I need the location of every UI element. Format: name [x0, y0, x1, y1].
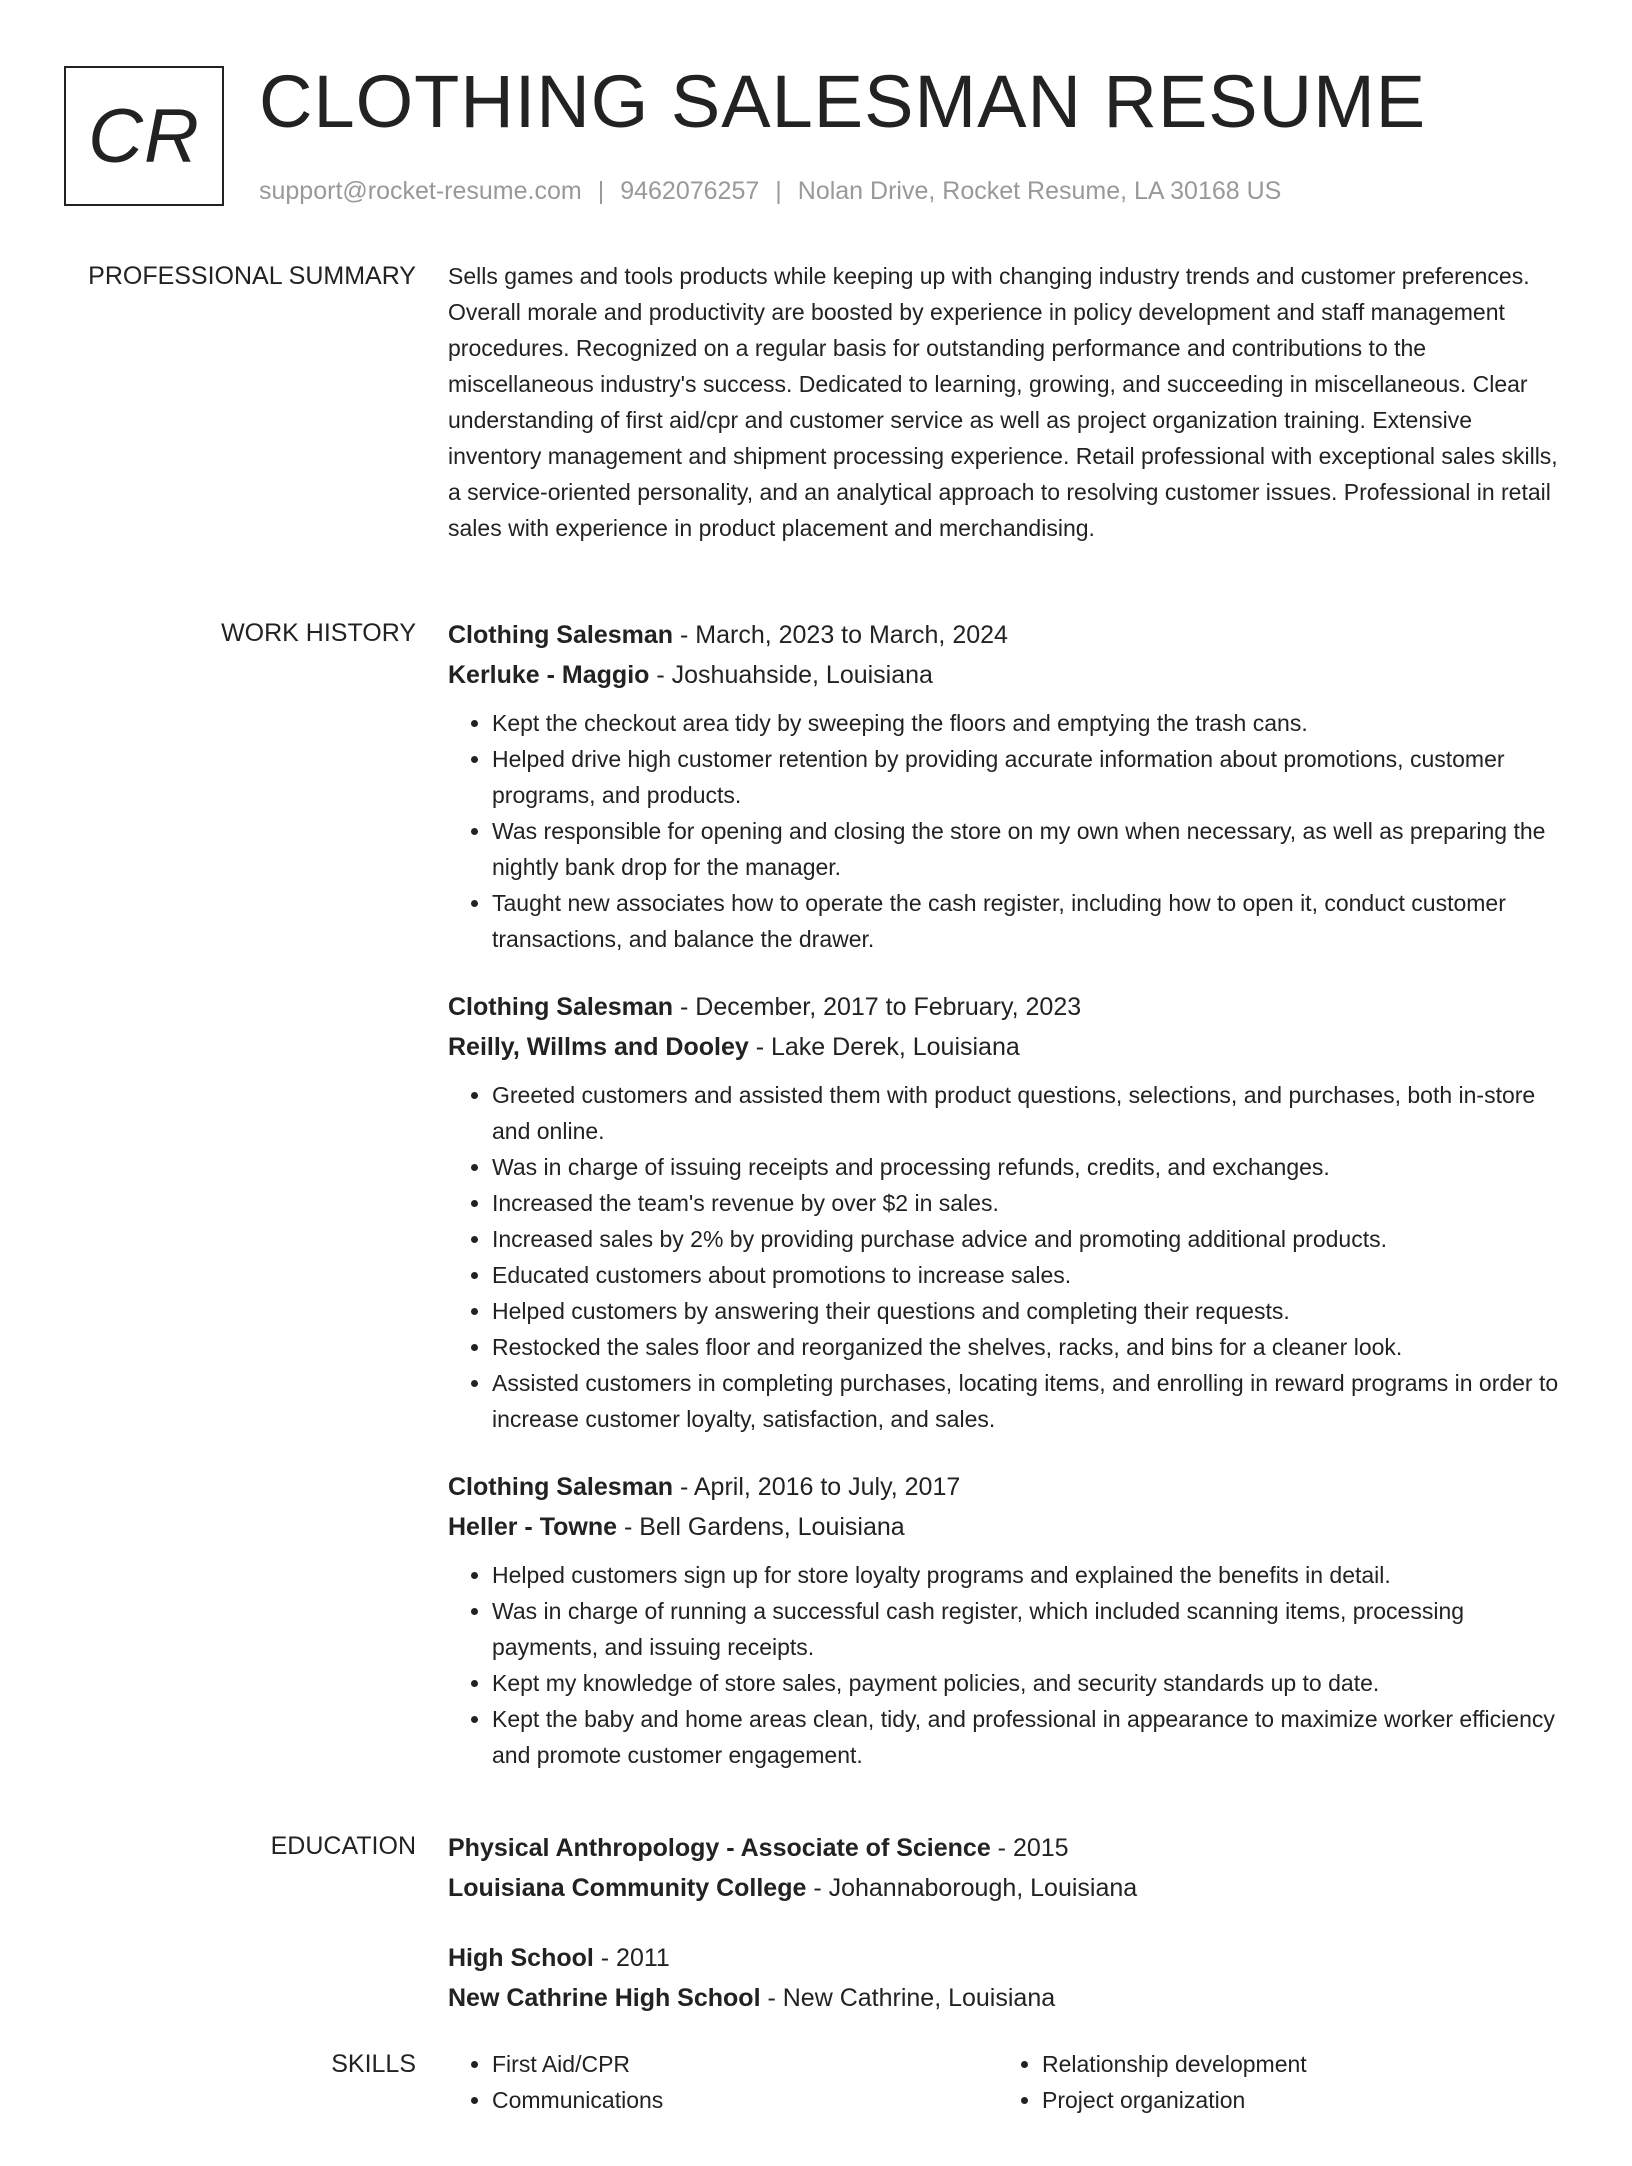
- job-bullet: • Increased sales by 2% by providing purchase advice and promoting additional products.: [492, 1221, 1570, 1257]
- job-title: Clothing Salesman: [448, 993, 674, 1021]
- education-location: - Johannaborough, Louisiana: [806, 1874, 1138, 1902]
- contact-separator: |: [775, 177, 782, 205]
- job-bullet: • Assisted customers in completing purchases, locating items, and enrolling in reward programs in order to increase customer loyalty, satisfaction, and sales.: [492, 1365, 1570, 1437]
- skill-item: • Communications: [492, 2082, 663, 2118]
- job-title-line: [448, 615, 1570, 655]
- job-location: - Lake Derek, Louisiana: [748, 1033, 1020, 1061]
- education-degree: Physical Anthropology - Associate of Science: [448, 1834, 991, 1862]
- contact-email[interactable]: support@rocket-resume.com: [259, 177, 582, 205]
- education-entry: [448, 1828, 1570, 1908]
- skill-item: • Project organization: [1042, 2082, 1307, 2118]
- job-company: Heller - Towne: [448, 1513, 618, 1541]
- job-bullets: [448, 1557, 1570, 1773]
- job-bullet: • Helped drive high customer retention by providing accurate information about promotions, customer programs, and products.: [492, 741, 1570, 813]
- section-label-summary: PROFESSIONAL SUMMARY: [88, 262, 416, 290]
- section-label-skills: SKILLS: [331, 2050, 416, 2078]
- skills-list-right: [998, 2046, 1307, 2118]
- job-bullet: • Kept my knowledge of store sales, payment policies, and security standards up to date.: [492, 1665, 1570, 1701]
- job-location: - Bell Gardens, Louisiana: [617, 1513, 905, 1541]
- job-title: Clothing Salesman: [448, 1473, 674, 1501]
- job-title-line: [448, 987, 1570, 1027]
- education-degree-line: [448, 1828, 1570, 1868]
- job-bullet: • Was in charge of issuing receipts and processing refunds, credits, and exchanges.: [492, 1149, 1570, 1185]
- education-degree: High School: [448, 1944, 594, 1972]
- job-bullet: • Was responsible for opening and closing the store on my own when necessary, as well as preparing the nightly bank drop for the manager.: [492, 813, 1570, 885]
- job-company: Reilly, Willms and Dooley: [448, 1033, 749, 1061]
- education-school: Louisiana Community College: [448, 1874, 807, 1902]
- job-bullet: • Kept the checkout area tidy by sweeping the floors and emptying the trash cans.: [492, 705, 1570, 741]
- job-dates: - April, 2016 to July, 2017: [673, 1473, 961, 1501]
- job-bullets: [448, 705, 1570, 957]
- job-bullet: • Taught new associates how to operate the cash register, including how to open it, conduct customer transactions, and balance the drawer.: [492, 885, 1570, 957]
- job-title-line: [448, 1467, 1570, 1507]
- summary-text: Sells games and tools products while keeping up with changing industry trends and customer preferences. Overall morale and productivity are boosted by experience in policy development and staff management procedures. Recognized on a regular basis for outstanding performance and contributions to the miscellaneous industry's success. Dedicated to learning, growing, and succeeding in miscellaneous. Clear understanding of first aid/cpr and customer service as well as project organization training. Extensive inventory management and shipment processing experience. Retail professional with exceptional sales skills, a service-oriented personality, and an analytical approach to resolving customer issues. Professional in retail sales with experience in product placement and merchandising.: [448, 263, 1558, 541]
- job-bullet: • Restocked the sales floor and reorganized the shelves, racks, and bins for a cleaner look.: [492, 1329, 1570, 1365]
- education-school-line: [448, 1868, 1570, 1908]
- education-school-line: [448, 1978, 1570, 2018]
- job-dates: - December, 2017 to February, 2023: [673, 993, 1082, 1021]
- education-degree-line: [448, 1938, 1570, 1978]
- skills-columns: [448, 2046, 1570, 2166]
- job-bullet: • Helped customers by answering their questions and completing their requests.: [492, 1293, 1570, 1329]
- education-school: New Cathrine High School: [448, 1984, 761, 2012]
- job-entry: [448, 987, 1570, 1437]
- job-bullet: • Kept the baby and home areas clean, tidy, and professional in appearance to maximize worker efficiency and promote customer engagement.: [492, 1701, 1570, 1773]
- skills-list-left: [448, 2046, 663, 2118]
- job-bullet: • Helped customers sign up for store loyalty programs and explained the benefits in detail.: [492, 1557, 1570, 1593]
- job-bullet: • Greeted customers and assisted them with product questions, selections, and purchases, both in-store and online.: [492, 1077, 1570, 1149]
- contact-phone[interactable]: 9462076257: [620, 177, 760, 205]
- job-bullet: • Educated customers about promotions to increase sales.: [492, 1257, 1570, 1293]
- section-label-work-history: WORK HISTORY: [221, 619, 416, 647]
- education-entry: [448, 1938, 1570, 2018]
- job-bullet: • Was in charge of running a successful cash register, which included scanning items, processing payments, and issuing receipts.: [492, 1593, 1570, 1665]
- job-entry: [448, 615, 1570, 957]
- job-company: Kerluke - Maggio: [448, 661, 650, 689]
- job-company-line: [448, 1027, 1570, 1067]
- job-company-line: [448, 1507, 1570, 1547]
- education-year: - 2015: [990, 1834, 1069, 1862]
- job-location: - Joshuahside, Louisiana: [649, 661, 933, 689]
- skill-item: • First Aid/CPR: [492, 2046, 663, 2082]
- job-bullets: [448, 1077, 1570, 1437]
- monogram-logo: CR: [64, 66, 224, 206]
- education-year: - 2011: [593, 1944, 670, 1972]
- education-location: - New Cathrine, Louisiana: [760, 1984, 1056, 2012]
- job-title: Clothing Salesman: [448, 621, 674, 649]
- job-bullet: • Increased the team's revenue by over $2 in sales.: [492, 1185, 1570, 1221]
- skill-item: • Relationship development: [1042, 2046, 1307, 2082]
- section-label-education: EDUCATION: [270, 1832, 416, 1860]
- contact-address: Nolan Drive, Rocket Resume, LA 30168 US: [797, 177, 1282, 205]
- job-company-line: [448, 655, 1570, 695]
- resume-title: CLOTHING SALESMAN RESUME: [259, 60, 1427, 143]
- contact-separator: |: [597, 177, 605, 205]
- job-entry: [448, 1467, 1570, 1773]
- contact-line: [259, 174, 1281, 208]
- job-dates: - March, 2023 to March, 2024: [673, 621, 1008, 649]
